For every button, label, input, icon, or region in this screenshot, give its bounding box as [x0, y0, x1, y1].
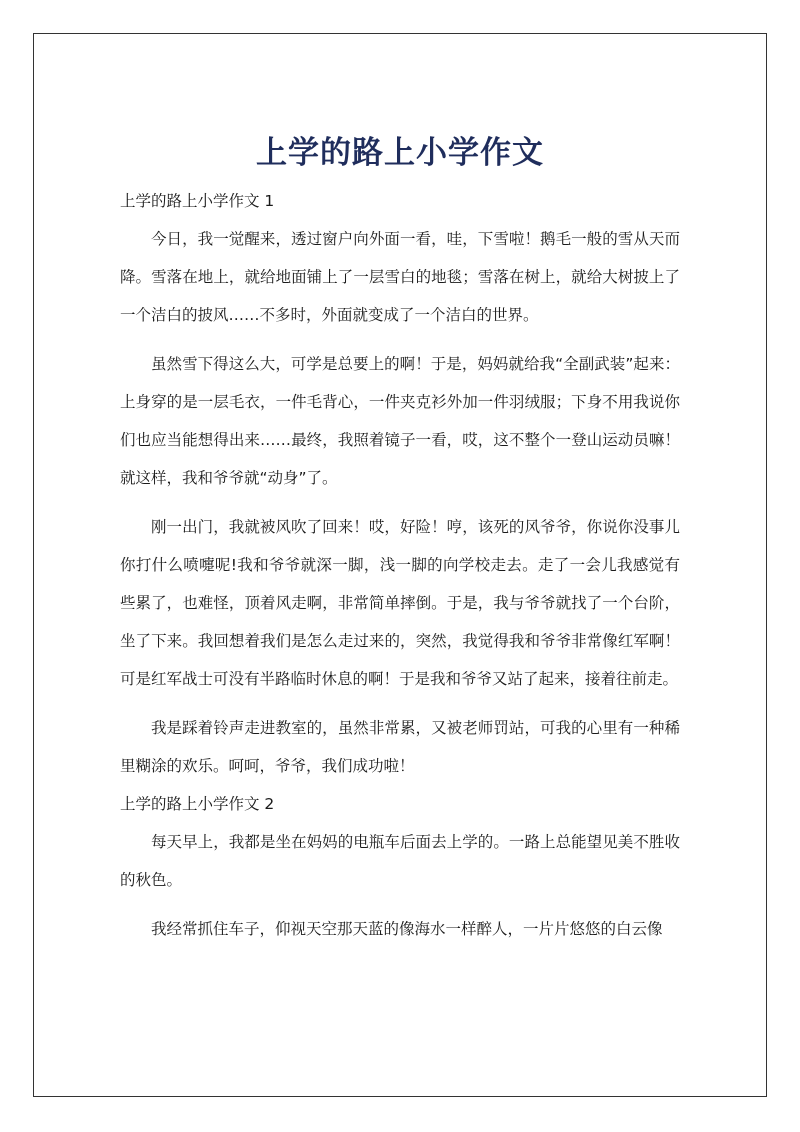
paragraph: 我经常抓住车子，仰视天空那天蓝的像海水一样醉人，一片片悠悠的白云像	[151, 920, 663, 938]
paragraph: 我是踩着铃声走进教室的，虽然非常累，又被老师罚站，可我的心里有一种稀里糊涂的欢乐。呵呵，爷爷，我们成功啦！	[120, 719, 680, 775]
section-heading-2: 上学的路上小学作文 2	[120, 795, 275, 813]
document-title: 上学的路上小学作文	[256, 134, 544, 171]
paragraph: 每天早上，我都是坐在妈妈的电瓶车后面去上学的。一路上总能望见美不胜收的秋色。	[120, 833, 680, 889]
paragraph: 虽然雪下得这么大，可学是总要上的啊！于是，妈妈就给我“全副武装”起来：上身穿的是一层毛衣，一件毛背心，一件夹克衫外加一件羽绒服；下身不用我说你们也应当能想得出来……最终，我照着镜子一看，哎，这不整个一登山运动员嘛！就这样，我和爷爷就“动身”了。	[120, 355, 680, 487]
document-body	[120, 182, 680, 959]
paragraph: 今日，我一觉醒来，透过窗户向外面一看，哇，下雪啦！鹅毛一般的雪从天而降。雪落在地上，就给地面铺上了一层雪白的地毯；雪落在树上，就给大树披上了一个洁白的披风……不多时，外面就变成了一个洁白的世界。	[120, 230, 680, 324]
paragraph: 刚一出门，我就被风吹了回来！哎，好险！哼，该死的风爷爷，你说你没事儿你打什么喷嚏呢!我和爷爷就深一脚，浅一脚的向学校走去。走了一会儿我感觉有些累了，也难怪，顶着风走啊，非常简单摔倒。于是，我与爷爷就找了一个台阶，坐了下来。我回想着我们是怎么走过来的，突然，我觉得我和爷爷非常像红军啊！可是红军战士可没有半路临时休息的啊！于是我和爷爷又站了起来，接着往前走。	[120, 518, 680, 688]
section-heading-1: 上学的路上小学作文 1	[120, 192, 275, 210]
